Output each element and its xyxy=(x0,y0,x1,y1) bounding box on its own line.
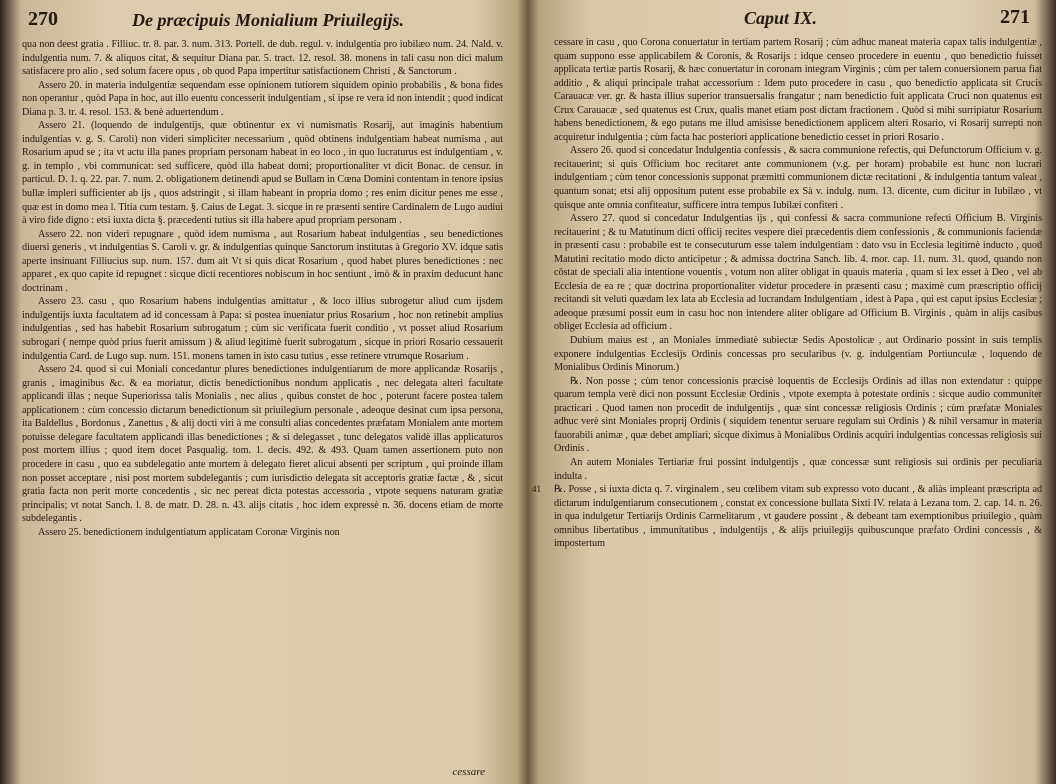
paragraph: Assero 27. quod si concedatur Indulgentias ijs , qui confessi & sacra communione refecti Officium B. Virginis recitauerint ; & tu Matutinum dicti officij recites vespere diei præcedentis diem confessionis , & communionis faciendæ in præsenti casu : probabile est te consecuturum esse talem indulgentiam : dato vsu in Ecclesia legitimè inducto , quod Matutini recitatio modo dicto anticipetur ; & admissa doctrina Sanch. lib. 4. mor. cap. 11. num. 31. quod, quando non cōstat de speciali alia intentione vouentis , votum non aliter obligat in quauis materia , quam si lex esset à Deo , vel ab Ecclesia de ea re ; quæ doctrina proportionaliter videtur procedere in præsenti casu ; maximè cum præscriptio officij recitandi sit veluti quædam lex lata ab Ecclesia ad lucrandam Indulgentiam , idest à Papa , qui est caput ipsius Ecclesiæ ; adeoque præsumi possit eum in casu hoc non intendere aliter obligare ad Officium B. Virginis , quàm in alijs casibus obliget Ecclesia ad officium . xyxy=(554,213,1042,333)
paragraph: Assero 24. quod si cui Moniali concedantur plures benedictiones indulgentiarum de more applicandæ Rosarijs , granis , imaginibus &c. & ea moriatur, dictis benedictionibus nondum applicatis , nec delegata alteri facultate applicandi illas ; neque Superiorissa talis Monialis , nec alius , quibus constet de hoc , poterunt facere postea talem applicationem : cùm concessio dictarum benedictionum sit priuilegium personale , adeoque desinat cum ipsa persona, ita Baldellus , Bordonus , Zanettus , & alij docti viri à me consulti alias concedentes præfatam Monialem ante mortem potuisse delegare facultatem applicandi illas benedictiones ; & si delegasset , tunc delegatos validè illas applicaturos post mortem illius ; quod item docet Pasqualig. tom. 1. decis. 492. & 493. Quam tamen assertionem puto non procedere in casu , quo ea subdelegatio ante mortem à delegato fieret alicui absenti per scriptum , qui proinde illam non posset acceptare , nisi post mortem subdelegantis ; cum iurisdictio delegata sit acceptoris gratiæ factæ , & , sicut gratia facta non perit morte concedentis , sic nec pereat dicta potestas accessoria , vtpote sequens naturam gratiæ principalis; vt notat Sanch. l. 8. de matr. D. 28. n. 43. alijs citatis , hoc idem expressè n. 36. docens etiam de morte subdelegantis . xyxy=(22,364,503,525)
paragraph-text: ℞. Posse , si iuxta dicta q. 7. virginalem , seu cœlibem vitam sub expresso voto ducant , & aliàs impleant præscripta ad dictarum indulgentiarum consecutionem , constat ex concessione bullata Sixti IV. relata à Lezana tom. 2. cap. 14. n. 26. in qua indulgetur Tertiarijs Ordinis Carmelitarum , vt gaudere possint , & debeant tam exemptionibus priuilegio , quàm omnibus libertatibus , immunitatibus , indulgentijs , & alijs priuilegijs quibuscunque præfato Ordini concessis , & impostertum xyxy=(554,484,1042,550)
paragraph: An autem Moniales Tertiariæ frui possint indulgentijs , quæ concessæ sunt religiosis sui ordinis per peculiaria indulta . xyxy=(554,456,1042,482)
paragraph: Assero 20. in materia indulgentiæ sequendam esse opinionem tutiorem siquidem opinio probabilis , & bona fides non operantur , quòd Papa in hoc, aut illo euentu concesserit indulgentiam , si ipse re vera id non intendit ; quod indicat Diana p. 3. tr. 4. resol. 153. & benè aduertendum . xyxy=(22,79,503,118)
right-page xyxy=(530,0,1056,784)
left-page-text xyxy=(22,38,503,539)
paragraph: cessare in casu , quo Corona conuertatur in tertiam partem Rosarij ; cùm adhuc maneat materia capax talis indulgentiæ , quam suppono esse applicabilem & Coronis, & Rosarijs : idque censeo procedere in euentu , quo benedictio fuisset applicata tertiæ partis Rosarij, & hæc conuertatur in coronam integram Virginis ; cùm per talem conuersionem parua fiat additio , & aliqui principale trahat accessorium : Idem puto procedere in casu , quo benedictio applicata sit Crucis Carauacæ ver. gr. & hasta illius superior transuersalis frangatur ; nam benedictio fuit applicata Cruci non quatenus est Crux Carauacæ , sed quatenus est Crux, qualis manet etiam post dictam fractionem . Quòd si mihi surripiatur Rosarium habens benedictionem, & ego putans me illud amisisse benedictionem applicem alteri Rosario, vi Rosarij surrepti non acquiretur indulgentia ; cùm facta hac posteriori applicatione benedictio cesset in priori Rosario . xyxy=(554,37,1042,143)
left-page-header xyxy=(22,8,503,34)
right-page-text xyxy=(532,36,1042,551)
paragraph: Assero 26. quod si concedatur Indulgentia confessis , & sacra communione refectis, qui Defunctorum Officium v. g. recitauerint; si quis Officium hoc recitaret ante communionem (v.g. per horam) probabile est hunc non lucrari indulgentiam ; cùm tenor concessionis supponat præmitti communionem dictæ recitationi , & indulgentia tantum valeat , quantum sonat; etsi alij oppositum putent esse probabile ex Sà v. indulg. num. 13. dicente, cum dicitur in Iubilæo , vt quisque ante omnia confiteatur, sufficere intra tempus Iubilæi confiteri . xyxy=(554,145,1042,211)
margin-number: 41 xyxy=(532,484,541,495)
paragraph: Assero 21. (loquendo de indulgentijs, quæ obtinentur ex vi numismatis Rosarij, aut imaginis habentium indulgentias v. g. S. Caroli) non videri simpliciter necessarium , quòd obtinens indulgentiam habeat numisma , aut Rosarium apud se ; ita vt actu illa panes propriam personam habeat in eo loco , in quo lucraturus est indulgentiam , v. g. in templo , vbi communicat: sed sufficere, quòd illa habeat domi; proportionaliter vt dicit Bonac. de censur. in particul. D. 1. q. 22. par. 7. num. 2. obligationem detinendi apud se Bullam in Cœna Domini contentam in tenore ipsius bullæ impleri sufficienter ab ijs , quos adstringit , si illam habeant in propria domo ; res enim dicitur penes me esse , quæ est in domo mea l. Titia cum testam. §. Caius de Legat. 3. sicque in re præsenti sentire Cardinalem de Lugo audiui à viro fide digno : etsi iuxta dicta §. præcedenti tutius sit illa habere apud propriam personam . xyxy=(22,120,503,227)
paragraph: qua non deest gratia . Filliuc. tr. 8. par. 3. num. 313. Portell. de dub. regul. v. indulgentia pro iubilæo num. 24. Nald. v. indulgentia num. 7. & aliquos citat, & sequitur Diana par. 5. tract. 12. resol. 38. monens in tali casu non dici malum satisfacere pro alio , sed solum facere opus , ob quod Papa impertitur satisfactionem Christi , & Sanctorum . xyxy=(22,39,503,78)
paragraph xyxy=(532,483,1042,551)
paragraph: Assero 25. benedictionem indulgentiatum applicatam Coronæ Virginis non xyxy=(38,526,340,538)
paragraph: Dubium maius est , an Moniales immediatè subiectæ Sedis Apostolicæ , aut Ordinario possint in suis templis exponere indulgentias Ecclesijs Ordinis concessas pro secularibus (v. g. indulgentiam Portiunculæ , loquendo de Monialibus Ordinis Minorum.) xyxy=(554,335,1042,374)
left-page-number: 270 xyxy=(28,8,58,30)
catchword: cessare xyxy=(452,766,485,778)
right-page-header xyxy=(554,6,1042,32)
paragraph: Assero 22. non videri repugnare , quòd idem numisma , aut Rosarium habeat indulgentias , seu benedictiones diuersi generis , vt indulgentias S. Caroli v. gr. & indulgentias quinque Sanctorum institutas à Gregorio XV. idque satis aperte insinuant Filliucius sup. num. 157. dum ait Vt si quis dicat Rosarium , quod habet plures benedictiones : nec apparet , ex quo capite id repugnet : sicque dicti recentiores nobiscum in hoc sentiunt , imò & in praxim deducunt hanc doctrinam . xyxy=(22,228,503,294)
paragraph: ℞. Non posse ; cùm tenor concessionis præcisè loquentis de Ecclesijs Ordinis ad illas non extendatur : quippe quarum templa verè dici non possunt Ecclesiæ Ordinis , vtpote exempta à potestate ordinis : sicque audio communiter practicari . Quod tamen non procedit de indulgentijs , quæ sint concessæ religiosis Ordinis ; cùm præfatæ Moniales adhuc verè sint Moniales proprij Ordinis ( siquidem tenentur seruare regulam sui Ordinis ) & nihil versamur in materia fauorabili animæ , quæ debet ampliari; sicque diximus à Monialibus Ordinis acquiri indulgentias concessas religiosis sui Ordinis . xyxy=(554,375,1042,455)
paragraph: Assero 23. casu , quo Rosarium habens indulgentias amittatur , & loco illius subrogetur aliud cum ijsdem indulgentijs iuxta facultatem ad id concessam à Papa: si postea inueniatur prius Rosarium , hoc non retinebit amplius indulgentias , sed has habebit Rosarium subrogatum ; cùm sic verificata fuerit conditio , vt posset aliud Rosarium subrogari ( nempe quòd prius fuerit amissum ) & aliud legitimè fuerit subrogatum , sicque in priori Rosario cessauerit indulgentia Card. de Lugo sup. num. 151. monens tamen in isto casu tutius , esse retinere vtrumque Rosarium . xyxy=(22,296,503,362)
left-running-head: De præcipuis Monialium Priuilegijs. xyxy=(132,10,405,30)
right-running-head: Caput IX. xyxy=(744,8,818,28)
left-page xyxy=(0,0,523,784)
right-page-number: 271 xyxy=(1000,6,1030,28)
